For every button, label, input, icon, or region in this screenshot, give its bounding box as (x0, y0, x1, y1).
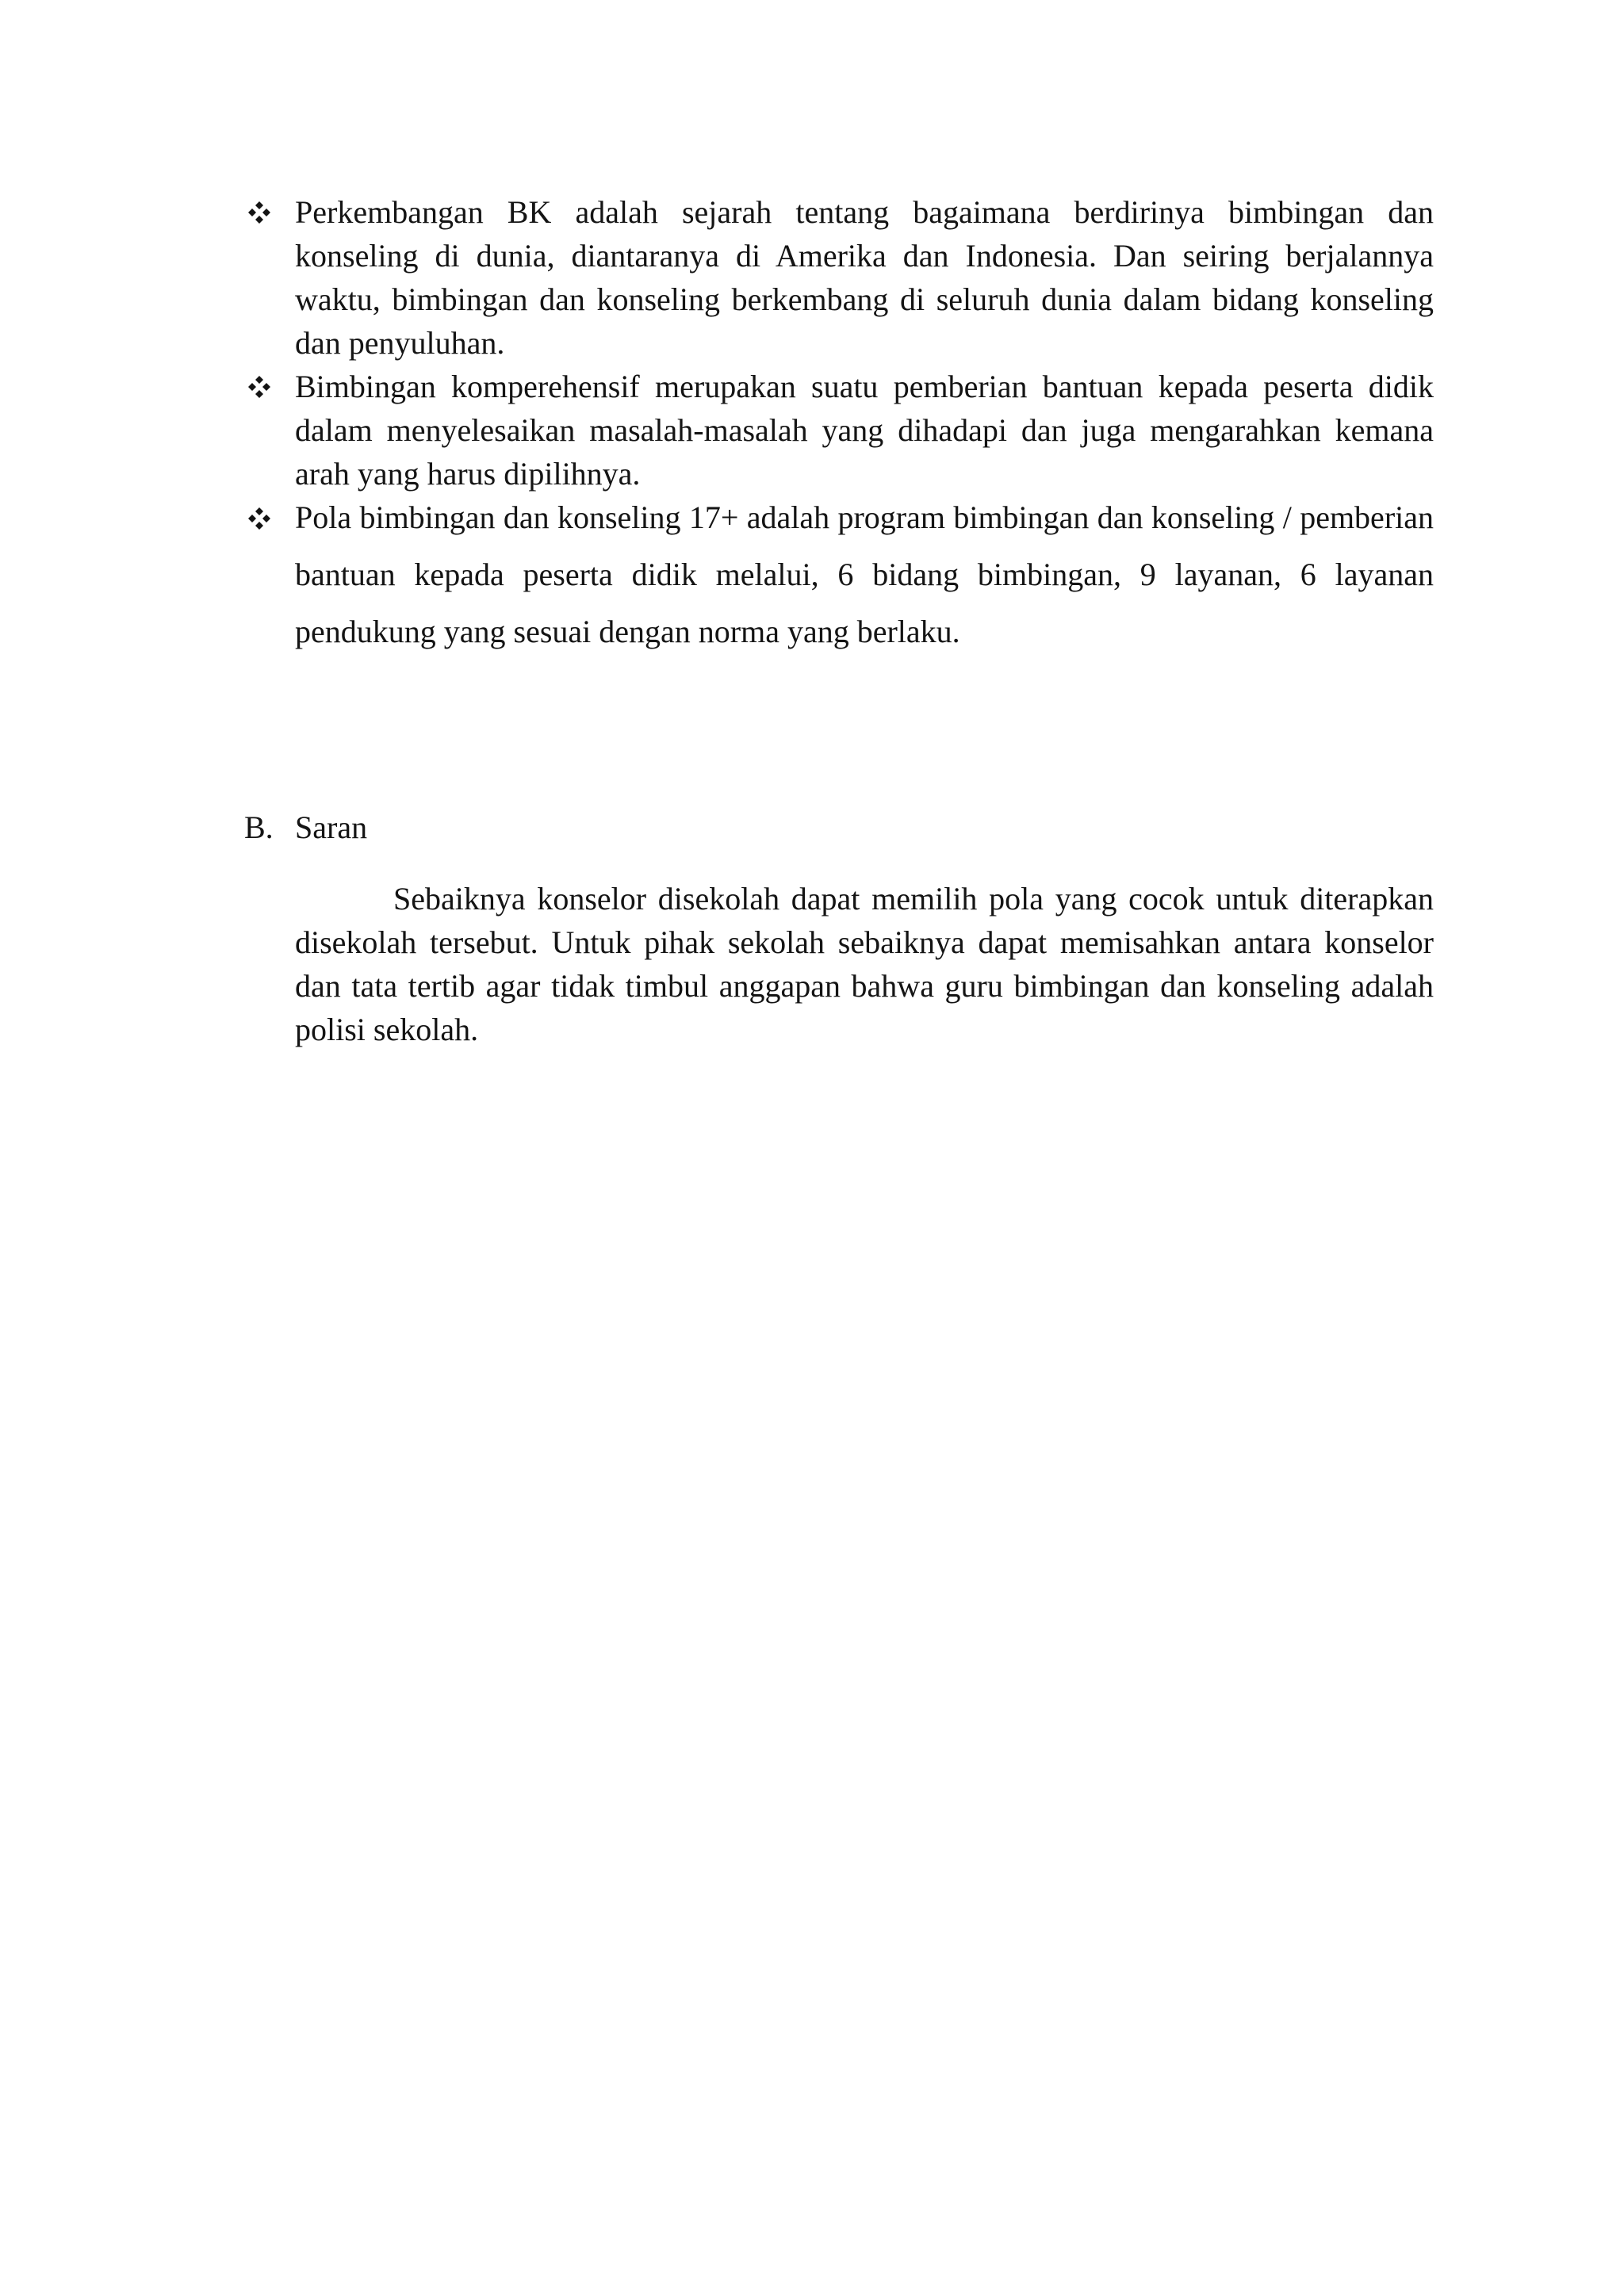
four-diamond-bullet-icon (247, 375, 271, 399)
four-diamond-bullet-icon (247, 201, 271, 224)
four-diamond-bullet-icon (247, 507, 271, 530)
conclusion-item-text: Perkembangan BK adalah sejarah tentang bagaimana berdirinya bimbingan dan konseling di dunia, diantaranya di Amerika dan Indonesia. Dan seiring berjalannya waktu, bimbingan dan konseling berkembang di seluruh dunia dalam bidang konseling dan penyuluhan. (295, 194, 1434, 361)
conclusion-item-3 (244, 489, 1434, 660)
conclusion-item-1 (244, 190, 1434, 365)
conclusion-item-text: Pola bimbingan dan konseling 17+ adalah program bimbingan dan konseling / pemberian bantuan kepada peserta didik melalui, 6 bidang bimbingan, 9 layanan, 6 layanan pendukung yang sesuai dengan norma yang berlaku. (295, 499, 1434, 649)
conclusion-item-text: Bimbingan komperehensif merupakan suatu pemberian bantuan kepada peserta didik dalam menyelesaikan masalah-masalah yang dihadapi dan juga mengarahkan kemana arah yang harus dipilihnya. (295, 369, 1434, 492)
section-title: Saran (295, 809, 368, 845)
conclusion-item-2 (244, 365, 1434, 496)
saran-paragraph: Sebaiknya konselor disekolah dapat memilih pola yang cocok untuk diterapkan disekolah tersebut. Untuk pihak sekolah sebaiknya dapat memisahkan antara konselor dan tata tertib agar tidak timbul anggapan bahwa guru bimbingan dan konseling adalah polisi sekolah. (295, 881, 1434, 1047)
section-number: B. (244, 809, 274, 845)
section-heading-saran (244, 806, 367, 849)
conclusion-bullet-list (244, 190, 1434, 660)
